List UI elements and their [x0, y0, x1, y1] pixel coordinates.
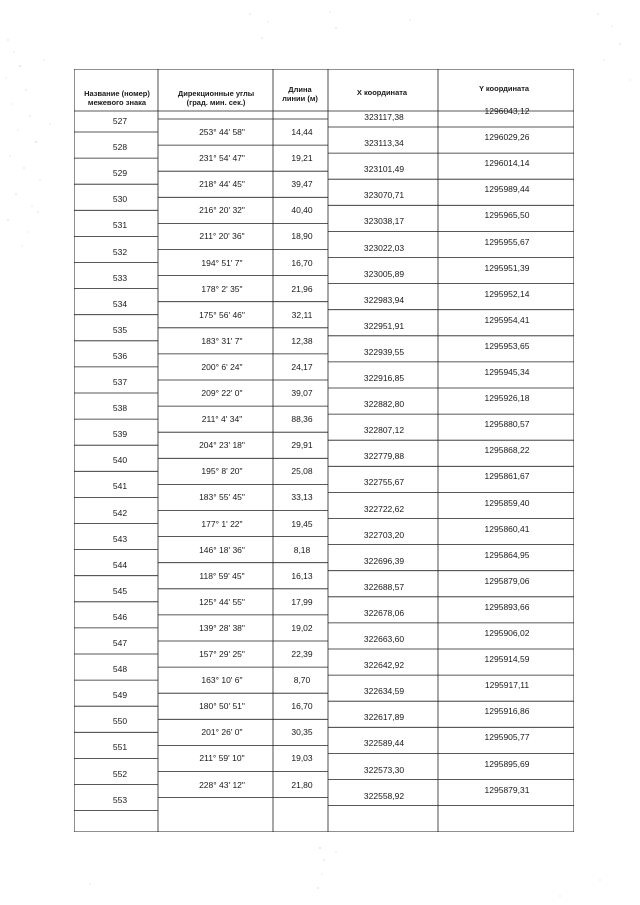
segment-line-length: 29,91 — [291, 440, 313, 451]
segment-line-length: 22,39 — [291, 649, 313, 659]
point-x-coordinate: 323101,49 — [363, 164, 405, 175]
segment-direction-angle: 180° 50' 51" — [199, 701, 245, 712]
segment-direction-angle: 194° 51' 7" — [201, 257, 243, 268]
point-y-coordinate: 1295916,86 — [484, 706, 530, 717]
segment-line-length: 21,80 — [291, 779, 313, 790]
segment-line-length: 24,17 — [291, 361, 313, 372]
point-y-coordinate: 1295906,02 — [484, 628, 530, 638]
segment-line-length: 16,13 — [291, 570, 313, 581]
point-x-coordinate: 322779,88 — [363, 451, 405, 462]
header-line-length-line1: Длина — [288, 85, 312, 94]
segment-line-length: 19,45 — [291, 518, 313, 529]
segment-direction-angle: 118° 59' 45" — [199, 570, 245, 581]
header-point-name-line1: Название (номер) — [84, 89, 150, 98]
point-y-coordinate: 1295905,77 — [484, 732, 530, 743]
point-x-coordinate: 322589,44 — [363, 738, 405, 749]
point-name: 544 — [112, 559, 128, 570]
header-y-coordinate: Y координата — [478, 84, 530, 93]
point-y-coordinate: 1296014,14 — [484, 158, 530, 169]
point-y-coordinate: 1295879,31 — [484, 784, 530, 795]
segment-line-length: 39,47 — [291, 179, 313, 190]
point-y-coordinate: 1295989,44 — [484, 184, 530, 195]
point-x-coordinate: 323022,03 — [363, 242, 405, 253]
point-x-coordinate: 322642,92 — [363, 660, 405, 671]
segment-direction-angle: 211° 59' 10" — [199, 753, 245, 764]
segment-direction-angle: 183° 55' 45" — [199, 492, 245, 503]
point-name: 527 — [112, 116, 128, 126]
point-x-coordinate: 322882,80 — [363, 399, 405, 410]
header-direction-angle-line1: Дирекционные углы — [177, 89, 255, 98]
segment-line-length: 17,99 — [291, 596, 313, 607]
point-x-coordinate: 322807,12 — [363, 425, 405, 436]
header-direction-angle — [160, 89, 272, 107]
point-name: 538 — [112, 403, 128, 414]
point-name: 536 — [112, 350, 128, 361]
point-x-coordinate: 323070,71 — [363, 190, 405, 201]
point-y-coordinate: 1295880,57 — [484, 419, 530, 430]
point-x-coordinate: 322678,06 — [363, 607, 405, 618]
segment-line-length: 21,96 — [291, 283, 313, 294]
header-x-coordinate: X координата — [356, 88, 408, 97]
segment-line-length: 33,13 — [291, 492, 313, 503]
segment-line-length: 14,44 — [291, 127, 313, 137]
point-name: 550 — [112, 716, 128, 727]
point-y-coordinate: 1295914,59 — [484, 654, 530, 665]
point-name: 531 — [112, 220, 128, 231]
point-name: 545 — [112, 585, 128, 596]
point-y-coordinate: 1295895,69 — [484, 758, 530, 769]
point-name: 541 — [112, 481, 128, 492]
segment-direction-angle: 253° 44' 58" — [199, 127, 245, 137]
segment-line-length: 16,70 — [291, 257, 313, 268]
header-line-length-line2: линии (м) — [282, 94, 318, 103]
point-y-coordinate: 1295893,66 — [484, 601, 530, 612]
segment-line-length: 8,18 — [293, 544, 311, 555]
segment-direction-angle: 201° 26' 0" — [201, 727, 243, 738]
segment-line-length: 18,90 — [291, 231, 313, 242]
segment-line-length: 88,36 — [291, 414, 313, 425]
point-name: 529 — [112, 168, 128, 179]
segment-line-length: 30,35 — [291, 727, 313, 738]
point-y-coordinate: 1295861,67 — [484, 471, 530, 482]
point-name: 549 — [112, 690, 128, 701]
segment-line-length: 40,40 — [291, 205, 313, 216]
point-x-coordinate: 322939,55 — [363, 346, 405, 357]
point-x-coordinate: 323117,38 — [364, 112, 404, 122]
point-name: 537 — [112, 377, 128, 387]
segment-direction-angle: 183° 31' 7" — [201, 335, 243, 346]
point-y-coordinate: 1295955,67 — [484, 236, 530, 247]
segment-direction-angle: 139° 28' 38" — [199, 622, 245, 633]
segment-direction-angle: 178° 2' 35" — [201, 283, 243, 294]
header-direction-angle-line2: (град. мин. сек.) — [186, 98, 246, 107]
point-x-coordinate: 322688,57 — [363, 581, 405, 592]
segment-line-length: 19,03 — [291, 753, 313, 764]
point-name: 539 — [112, 429, 128, 440]
point-x-coordinate: 322916,85 — [363, 373, 405, 383]
point-name: 546 — [112, 611, 128, 622]
segment-direction-angle: 228° 43' 12" — [199, 779, 245, 790]
segment-direction-angle: 204° 23' 18" — [199, 440, 245, 451]
point-y-coordinate: 1295860,41 — [484, 523, 530, 534]
segment-direction-angle: 146° 18' 36" — [199, 544, 245, 555]
segment-direction-angle: 211° 4' 34" — [201, 414, 243, 425]
point-name: 528 — [112, 142, 128, 153]
point-y-coordinate: 1295945,34 — [484, 367, 530, 377]
point-y-coordinate: 1295965,50 — [484, 210, 530, 221]
point-name: 547 — [112, 638, 128, 648]
point-x-coordinate: 323038,17 — [363, 216, 405, 227]
point-x-coordinate: 322573,30 — [363, 764, 405, 775]
point-x-coordinate: 323005,89 — [363, 268, 405, 279]
segment-line-length: 16,70 — [291, 701, 313, 712]
point-y-coordinate: 1295954,41 — [484, 314, 530, 325]
point-y-coordinate: 1295917,11 — [484, 680, 530, 691]
point-name: 533 — [112, 272, 128, 283]
point-name: 530 — [112, 194, 128, 205]
point-x-coordinate: 322722,62 — [363, 503, 405, 514]
point-name: 542 — [112, 507, 128, 518]
point-x-coordinate: 322703,20 — [363, 529, 405, 540]
segment-direction-angle: 125° 44' 55" — [199, 596, 245, 607]
point-y-coordinate: 1295859,40 — [484, 497, 530, 508]
point-name: 532 — [112, 246, 128, 257]
segment-line-length: 39,07 — [291, 388, 313, 398]
segment-line-length: 25,08 — [291, 466, 313, 477]
segment-direction-angle: 209° 22' 0" — [201, 388, 243, 398]
segment-direction-angle: 211° 20' 36" — [199, 231, 245, 242]
point-x-coordinate: 322558,92 — [363, 790, 405, 801]
point-y-coordinate: 1295879,06 — [484, 575, 530, 586]
point-y-coordinate: 1295926,18 — [484, 393, 530, 404]
point-name: 534 — [112, 298, 128, 309]
segment-direction-angle: 200° 6' 24" — [201, 361, 243, 372]
segment-line-length: 12,38 — [291, 335, 313, 346]
point-y-coordinate: 1296029,26 — [484, 132, 530, 143]
segment-direction-angle: 218° 44' 45" — [199, 179, 245, 190]
point-y-coordinate: 1295868,22 — [484, 445, 530, 456]
segment-line-length: 8,70 — [293, 675, 311, 686]
point-name: 551 — [112, 742, 128, 753]
segment-direction-angle: 177° 1' 22" — [201, 518, 243, 529]
point-name: 548 — [112, 664, 128, 675]
point-x-coordinate: 322617,89 — [363, 712, 405, 723]
segment-direction-angle: 195° 8' 20" — [201, 466, 243, 477]
segment-direction-angle: 175° 56' 46" — [199, 309, 245, 320]
segment-line-length: 32,11 — [291, 309, 313, 320]
point-y-coordinate: 1295952,14 — [484, 288, 530, 299]
point-y-coordinate: 1295864,95 — [484, 549, 530, 560]
point-x-coordinate: 323113,34 — [364, 138, 404, 149]
point-name: 553 — [112, 794, 128, 805]
header-point-name — [76, 89, 158, 107]
point-y-coordinate: 1295953,65 — [484, 340, 530, 351]
point-x-coordinate: 322634,59 — [363, 686, 405, 697]
point-y-coordinate: 1295951,39 — [484, 262, 530, 273]
point-name: 540 — [112, 455, 128, 466]
point-x-coordinate: 322983,94 — [363, 294, 405, 305]
header-point-name-line2: межевого знака — [87, 98, 147, 107]
point-name: 535 — [112, 324, 128, 335]
point-y-coordinate: 1296043,12 — [484, 106, 530, 116]
segment-direction-angle: 231° 54' 47" — [199, 153, 245, 164]
segment-direction-angle: 216° 20' 32" — [199, 205, 245, 216]
segment-line-length: 19,21 — [291, 153, 313, 164]
segment-direction-angle: 157° 29' 25" — [199, 649, 245, 659]
point-x-coordinate: 322755,67 — [363, 477, 405, 488]
point-x-coordinate: 322696,39 — [363, 555, 405, 566]
segment-line-length: 19,02 — [291, 622, 313, 633]
point-x-coordinate: 322663,60 — [363, 634, 405, 644]
header-line-length — [273, 85, 327, 103]
segment-direction-angle: 163° 10' 6" — [201, 675, 243, 686]
point-name: 552 — [112, 768, 128, 779]
point-x-coordinate: 322951,91 — [363, 320, 405, 331]
point-name: 543 — [112, 533, 128, 544]
